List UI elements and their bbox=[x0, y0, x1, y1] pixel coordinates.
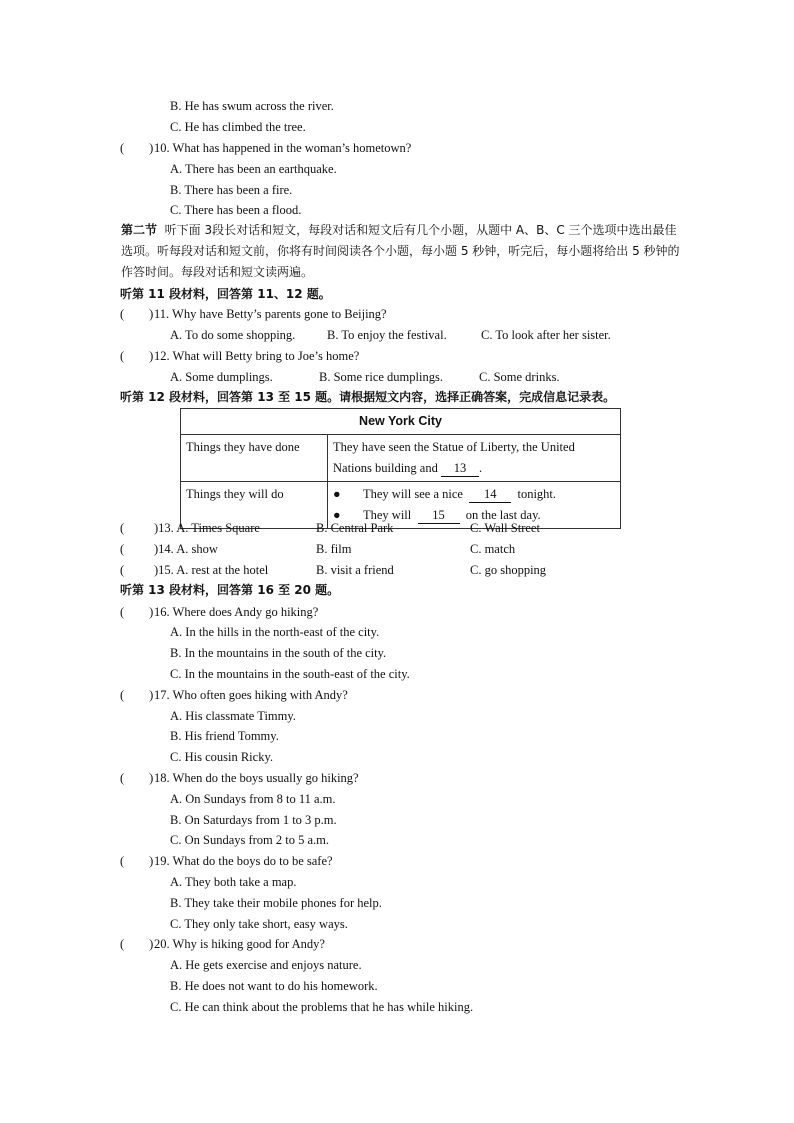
q13-option-b: B. Central Park bbox=[316, 521, 394, 535]
table-row1-text: They have seen the Statue of Liberty, the United Nations building and bbox=[333, 440, 575, 475]
table-title: New York City bbox=[181, 409, 621, 435]
q12-option-c: C. Some drinks. bbox=[479, 370, 560, 384]
q17-option-a: A. His classmate Timmy. bbox=[170, 709, 296, 723]
q16-text: 16. Where does Andy go hiking? bbox=[154, 605, 319, 619]
q16-option-c: C. In the mountains in the south-east of the city. bbox=[170, 667, 410, 681]
blank-13: 13 bbox=[441, 461, 479, 477]
q19-question: ( )19. What do the boys do to be safe? bbox=[120, 854, 333, 868]
section2-instructions bbox=[121, 220, 681, 283]
bullet2-post: on the last day. bbox=[465, 508, 541, 522]
q10-option-b: B. There has been a fire. bbox=[170, 183, 293, 197]
q18-option-c: C. On Sundays from 2 to 5 a.m. bbox=[170, 833, 330, 847]
blank-15: 15 bbox=[418, 508, 460, 524]
q10-option-a: A. There has been an earthquake. bbox=[170, 162, 337, 176]
q11-option-b: B. To enjoy the festival. bbox=[327, 328, 447, 342]
table-row1-label: Things they have done bbox=[181, 435, 328, 482]
q18-option-b: B. On Saturdays from 1 to 3 p.m. bbox=[170, 813, 337, 827]
part13-heading: 听第 13 段材料，回答第 16 至 20 题。 bbox=[120, 583, 340, 597]
q12-option-a: A. Some dumplings. bbox=[170, 370, 273, 384]
q16-question: ( )16. Where does Andy go hiking? bbox=[120, 605, 319, 619]
q20-option-c: C. He can think about the problems that he has while hiking. bbox=[170, 1000, 474, 1014]
blank-14: 14 bbox=[469, 487, 511, 503]
table-row1-content: They have seen the Statue of Liberty, the United Nations building and 13 . bbox=[328, 435, 621, 482]
q17-option-c: C. His cousin Ricky. bbox=[170, 750, 274, 764]
q12-text: 12. What will Betty bring to Joe’s home? bbox=[154, 349, 360, 363]
q11-text: 11. Why have Betty’s parents gone to Beijing? bbox=[154, 307, 387, 321]
bullet-item-1 bbox=[333, 484, 615, 505]
q20-question: ( )20. Why is hiking good for Andy? bbox=[120, 937, 325, 951]
section2-heading: 第二节 bbox=[121, 223, 158, 237]
q17-option-b: B. His friend Tommy. bbox=[170, 729, 279, 743]
q19-text: 19. What do the boys do to be safe? bbox=[154, 854, 333, 868]
q14-option-c: C. match bbox=[470, 542, 516, 556]
q13-text: )13. A. Times Square bbox=[154, 521, 260, 535]
q10-option-c: C. There has been a flood. bbox=[170, 203, 302, 217]
q10-text: 10. What has happened in the woman’s hometown? bbox=[154, 141, 412, 155]
q20-option-b: B. He does not want to do his homework. bbox=[170, 979, 378, 993]
q18-question: ( )18. When do the boys usually go hiking? bbox=[120, 771, 359, 785]
q16-option-a: A. In the hills in the north-east of the city. bbox=[170, 625, 380, 639]
q14-row: ( )14. A. show bbox=[120, 542, 218, 556]
q9-option-b: B. He has swum across the river. bbox=[170, 99, 334, 113]
part12-heading: 听第 12 段材料，回答第 13 至 15 题。请根据短文内容，选择正确答案，完成信息记录表。 bbox=[120, 390, 616, 404]
section2-text: 听下面 3段长对话和短文，每段对话和短文后有几个小题，从题中 A、B、C 三个选项中选出最佳选项。听每段对话和短文前，你将有时间阅读各个小题，每小题 5 秒钟，听完后，每小题将给出 5 秒钟的作答时间。每段对话和短文读两遍。 bbox=[121, 223, 680, 279]
q11-question: ( )11. Why have Betty’s parents gone to Beijing? bbox=[120, 307, 387, 321]
q9-option-c: C. He has climbed the tree. bbox=[170, 120, 306, 134]
q20-option-a: A. He gets exercise and enjoys nature. bbox=[170, 958, 362, 972]
q18-option-a: A. On Sundays from 8 to 11 a.m. bbox=[170, 792, 336, 806]
bullet-icon: ● bbox=[333, 508, 341, 522]
q14-option-b: B. film bbox=[316, 542, 352, 556]
bullet1-text: They will see a nice bbox=[363, 487, 463, 501]
q19-option-c: C. They only take short, easy ways. bbox=[170, 917, 348, 931]
q13-row: ( )13. A. Times Square bbox=[120, 521, 260, 535]
bullet-icon: ● bbox=[333, 487, 341, 501]
table-row2-label: Things they will do bbox=[181, 482, 328, 529]
q17-text: 17. Who often goes hiking with Andy? bbox=[154, 688, 348, 702]
q15-row: ( )15. A. rest at the hotel bbox=[120, 563, 269, 577]
bullet2-text: They will bbox=[363, 508, 412, 522]
q17-question: ( )17. Who often goes hiking with Andy? bbox=[120, 688, 348, 702]
q14-text: )14. A. show bbox=[154, 542, 218, 556]
q10-question bbox=[120, 140, 411, 156]
q15-option-b: B. visit a friend bbox=[316, 563, 394, 577]
q19-option-b: B. They take their mobile phones for help. bbox=[170, 896, 382, 910]
q15-option-c: C. go shopping bbox=[470, 563, 547, 577]
info-table bbox=[180, 408, 621, 529]
q18-text: 18. When do the boys usually go hiking? bbox=[154, 771, 359, 785]
q13-option-c: C. Wall Street bbox=[470, 521, 540, 535]
part11-heading: 听第 11 段材料，回答第 11、12 题。 bbox=[120, 287, 331, 301]
q15-text: )15. A. rest at the hotel bbox=[154, 563, 269, 577]
q11-option-a: A. To do some shopping. bbox=[170, 328, 296, 342]
q12-option-b: B. Some rice dumplings. bbox=[319, 370, 443, 384]
q20-text: 20. Why is hiking good for Andy? bbox=[154, 937, 325, 951]
q11-option-c: C. To look after her sister. bbox=[481, 328, 611, 342]
q12-question: ( )12. What will Betty bring to Joe’s home? bbox=[120, 349, 360, 363]
q16-option-b: B. In the mountains in the south of the city. bbox=[170, 646, 387, 660]
answer-paren: ( ) bbox=[120, 141, 154, 155]
q19-option-a: A. They both take a map. bbox=[170, 875, 297, 889]
bullet1-post: tonight. bbox=[517, 487, 557, 501]
